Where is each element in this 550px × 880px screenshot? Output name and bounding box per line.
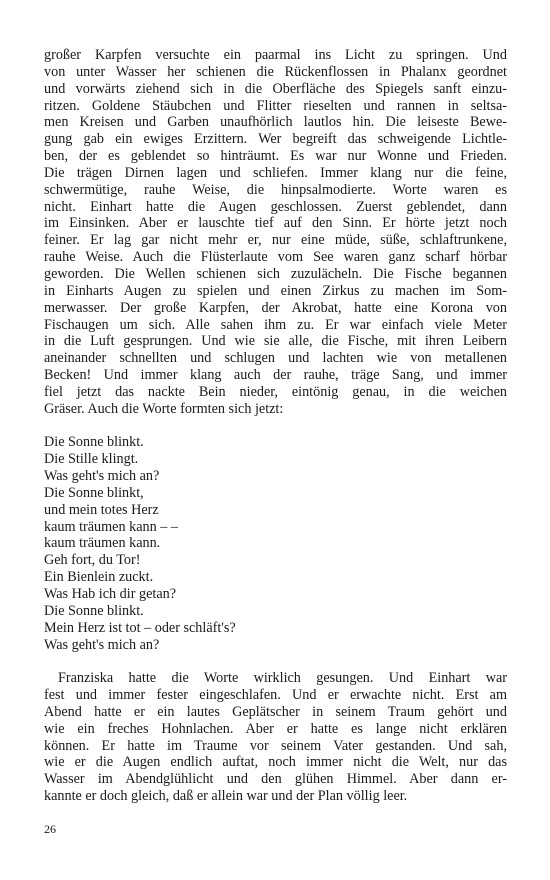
poem-line: Die Sonne blinkt. <box>44 602 144 619</box>
text-line: men Kreisen und Garben unaufhörlich lautlos hin. Die leiseste Bewe- <box>44 114 507 131</box>
poem-line: und mein totes Herz <box>44 501 159 518</box>
text-line: Fischaugen um sich. Alle sahen ihm zu. Er war einfach viele Meter <box>44 316 507 333</box>
text-line: nicht. Einhart hatte die Augen geschlossen. Zuerst geblendet, dann <box>44 198 507 215</box>
text-line: geworden. Die Wellen schienen sich zuzulächeln. Die Fische begannen <box>44 265 507 282</box>
page-number: 26 <box>44 822 56 836</box>
text-line: Abend hatte er ein lautes Geplätscher in seinem Traum gehört und <box>44 703 507 720</box>
poem-line: Die Stille klingt. <box>44 451 139 468</box>
text-line: Gräser. Auch die Worte formten sich jetzt: <box>44 400 284 417</box>
text-line: merwasser. Der große Karpfen, der Akrobat, hatte eine Korona von <box>44 299 507 316</box>
poem-line: Die Sonne blinkt, <box>44 484 144 501</box>
text-line: aneinander schnellten und schlugen und lachten wie von metallenen <box>44 350 507 367</box>
poem-line: Mein Herz ist tot – oder schläft's? <box>44 619 236 636</box>
text-line: und vorwärts ziehend sich in die Oberfläche des Spiegels sanft einzu- <box>44 80 507 97</box>
poem-line: Was geht's mich an? <box>44 636 160 653</box>
text-line: schwermütige, rauhe Weise, die hinpsalmodierte. Worte waren es <box>44 181 507 198</box>
text-line: in Einharts Augen zu spielen und einen Zirkus zu machen im Som- <box>44 282 507 299</box>
text-line: Becken! Und immer klang auch der rauhe, träge Sang, und immer <box>44 367 507 384</box>
paragraph-2 <box>44 670 507 805</box>
paragraph-1 <box>44 47 507 418</box>
text-line: gung gab ein ewiges Erzittern. Wer begreift das schweigende Lichtle- <box>44 131 507 148</box>
poem-line: Was Hab ich dir getan? <box>44 586 177 602</box>
stanza-gap <box>44 418 507 435</box>
text-line: in die Luft gesprungen. Und wie sie alle, die Fische, mit ihren Leibern <box>44 333 507 350</box>
text-line: großer Karpfen versuchte ein paarmal ins Licht zu springen. Und <box>44 47 507 63</box>
text-line: Wasser im Abendglühlicht und den glühen Himmel. Aber dann er- <box>44 771 507 788</box>
text-line: können. Er hatte im Traume vor seinem Vater gestanden. Und sah, <box>44 737 507 754</box>
text-line: kannte er doch gleich, daß er allein war und der Plan völlig leer. <box>44 788 408 805</box>
page-body <box>44 47 507 805</box>
text-line: Die trägen Dirnen lagen und schliefen. Immer klang nur die feine, <box>44 164 507 181</box>
poem <box>44 434 507 653</box>
text-line: feiner. Er lag gar nicht mehr er, nur eine müde, süße, schlaftrunkene, <box>44 232 507 249</box>
poem-line: Geh fort, du Tor! <box>44 552 141 569</box>
text-line: ritzen. Goldene Stäubchen und Flitter rieselten und rannen in seltsa- <box>44 97 507 114</box>
text-line: im Einsinken. Aber er lauschte tief auf den Sinn. Er hörte jetzt noch <box>44 215 507 232</box>
poem-line: Die Sonne blinkt. <box>44 434 144 451</box>
text-line: fest und immer fester eingeschlafen. Und er erwachte nicht. Erst am <box>44 687 507 704</box>
text-line: wie er die Augen endlich auftat, noch immer nicht die Welt, nur das <box>44 754 507 771</box>
text-line: ben, der es geblendet so hinträumt. Es war nur Wonne und Frieden. <box>44 148 507 165</box>
poem-line: kaum träumen kann – – <box>44 518 178 535</box>
poem-line: kaum träumen kann. <box>44 535 161 552</box>
text-line: Franziska hatte die Worte wirklich gesungen. Und Einhart war <box>58 670 507 687</box>
poem-line: Was geht's mich an? <box>44 468 160 485</box>
text-line: von unter Wasser her schienen die Rückenflossen in Phalanx geordnet <box>44 63 507 80</box>
text-line: fiel jetzt das nackte Bein nieder, eintönig genau, in die weichen <box>44 383 507 400</box>
text-line: wie ein freches Hohnlachen. Aber er hatte es lange nicht erklären <box>44 720 507 737</box>
text-line: rauhe Weise. Auch die Flüsterlaute vom See waren ganz scharf hörbar <box>44 249 507 266</box>
stanza-gap <box>44 653 507 670</box>
poem-line: Ein Bienlein zuckt. <box>44 569 154 586</box>
